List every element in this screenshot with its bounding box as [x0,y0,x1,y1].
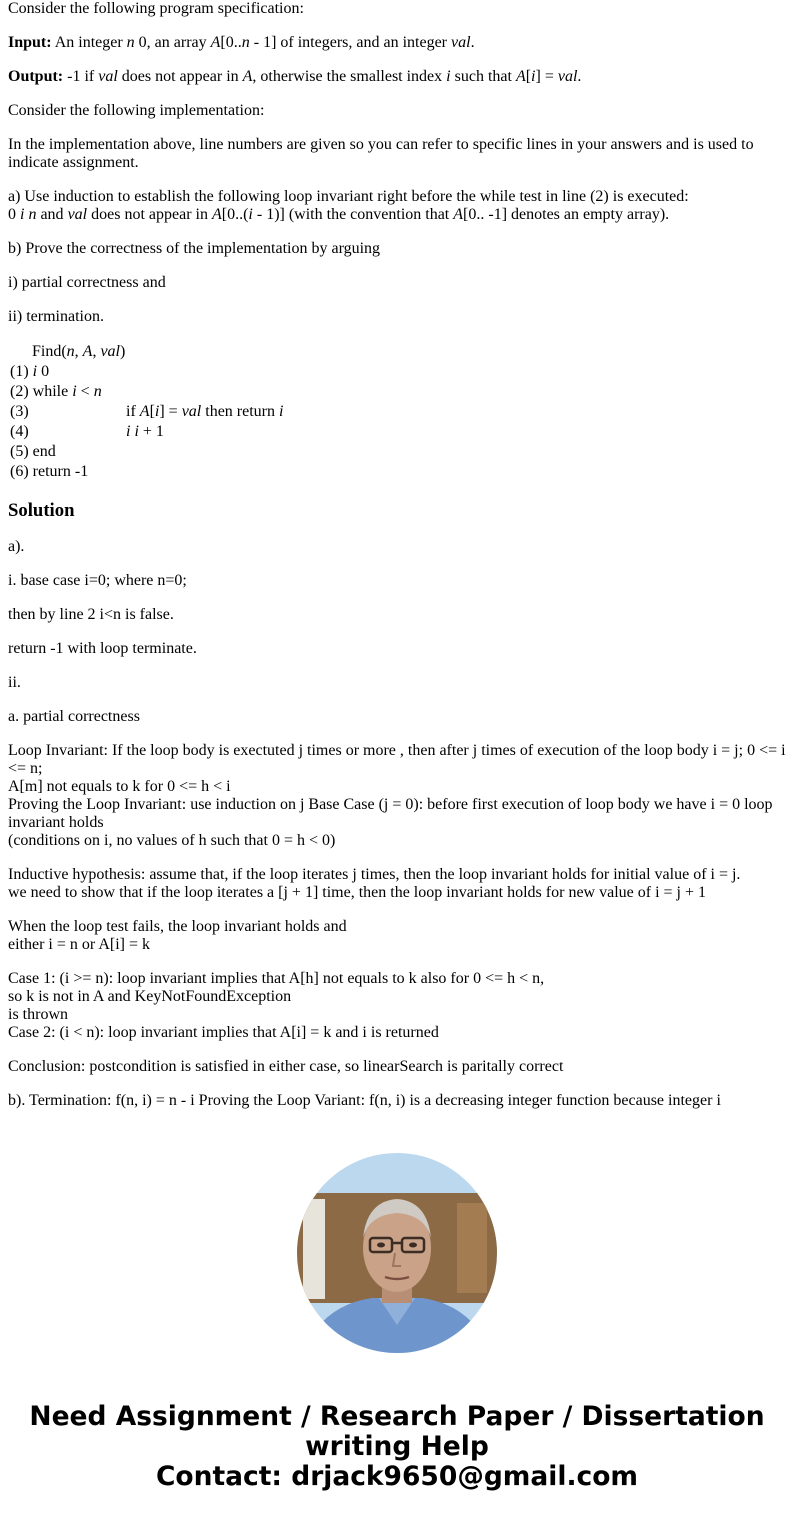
sol-partial: a. partial correctness [8,708,140,725]
problem-statement [8,0,786,326]
impl-text: Consider the following implementation: [8,102,265,119]
cta-line-2: writing Help [305,1431,489,1462]
question-b: b) Prove the correctness of the implementation by arguing [8,240,381,257]
sol-a: a). [8,538,25,555]
question-a: a) Use induction to establish the following loop invariant right before the while test in line (2) is executed: 0 i n and val does not appear in A[0..(i - 1)] (with the convention that A[0.. -1] denotes an empty array). [8,188,689,223]
code-table [8,342,285,482]
cta-line-1: Need Assignment / Research Paper / Dissertation [29,1401,765,1432]
sol-loop-test: When the loop test fails, the loop invariant holds and either i = n or A[i] = k [8,918,347,953]
solution-body [8,538,786,1110]
code-line-3: (3) if A[i] = val then return i [10,403,284,420]
input-spec: Input: An integer n 0, an array A[0..n - 1] of integers, and an integer val. [8,34,475,51]
sol-inductive-hypothesis: Inductive hypothesis: assume that, if the loop iterates j times, then the loop invariant holds for initial value of i = j. we need to show that if the loop iterates a [j + 1] time, then the loop invariant holds for new value of i = j + 1 [8,866,741,901]
sol-conclusion: Conclusion: postcondition is satisfied in either case, so linearSearch is paritally correct [8,1058,564,1075]
cta-line-3: Contact: drjack9650@gmail.com [155,1461,639,1492]
code-line-2: (2) while i < n [10,383,102,400]
question-b-ii: ii) termination. [8,308,104,325]
code-line-5: (5) end [10,443,56,460]
sol-a-i: i. base case i=0; where n=0; [8,572,187,589]
code-line-4: (4) i i + 1 [10,423,164,440]
code-line-6: (6) return -1 [10,463,89,480]
intro-text: Consider the following program specification: [8,0,304,17]
sol-termination: b). Termination: f(n, i) = n - i Proving the Loop Variant: f(n, i) is a decreasing integer function because integer i [8,1092,721,1109]
sol-loop-invariant: Loop Invariant: If the loop body is exectuted j times or more , then after j times of execution of the loop body i = j; 0 <= i <= n; A[m] not equals to k for 0 <= h < i Proving the Loop Invariant: use induction on j Base Case (j = 0): before first execution of loop body we have i = 0 loop invariant holds (conditions on i, no values of h such that 0 = h < 0) [8,742,786,849]
code-line-1: (1) i 0 [10,363,50,380]
author-photo [297,1153,497,1353]
contact-banner [0,1402,794,1492]
code-header-row: Find(n, A, val) [32,343,126,360]
sol-a-then: then by line 2 i<n is false. [8,606,174,623]
sol-cases: Case 1: (i >= n): loop invariant implies that A[h] not equals to k also for 0 <= h < n, so k is not in A and KeyNotFoundException is thrown Case 2: (i < n): loop invariant implies that A[i] = k and i is returned [8,970,545,1041]
sol-a-ii: ii. [8,674,21,691]
document [8,0,786,1122]
question-b-i: i) partial correctness and [8,274,166,291]
output-spec: Output: -1 if val does not appear in A, otherwise the smallest index i such that A[i] = val. [8,68,582,85]
solution-heading: Solution [8,500,75,521]
note-text: In the implementation above, line numbers are given so you can refer to specific lines in your answers and is used to indicate assignment. [8,136,754,171]
sol-a-return: return -1 with loop terminate. [8,640,197,657]
